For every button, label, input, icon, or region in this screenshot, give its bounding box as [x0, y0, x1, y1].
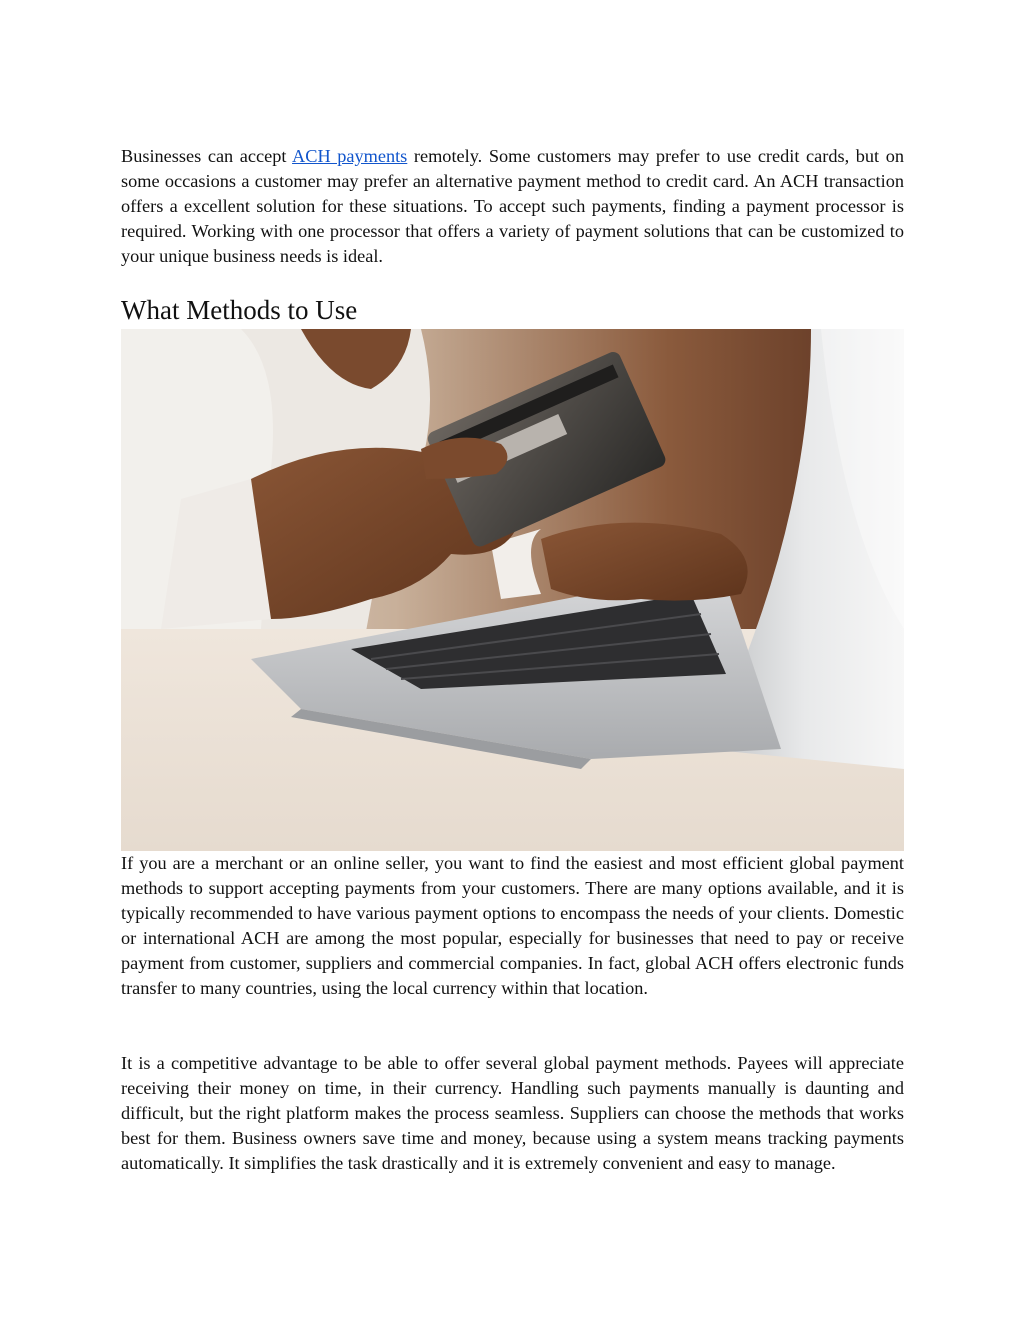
section-heading: What Methods to Use — [121, 295, 358, 325]
intro-text-after-link: remotely. Some customers may prefer to use credit cards, but on some occasions a customer may prefer an alternative payment method to credit card. An ACH transaction offers a excellent solution for these situations. To accept such payments, finding a payment processor is required. Working with one processor that offers a variety of payment solutions that can be customized to your unique business needs is ideal. — [121, 146, 904, 266]
photo-hand-credit-card-laptop-icon — [121, 329, 904, 851]
ach-payments-link[interactable]: ACH payments — [292, 146, 408, 166]
intro-text-before-link: Businesses can accept — [121, 146, 293, 166]
paragraph-advantage: It is a competitive advantage to be able to offer several global payment methods. Payees will appreciate receiving their money on time, in their currency. Handling such payments manually is daunting and difficult, but the right platform makes the process seamless. Suppliers can choose the methods that works best for them. Business owners save time and money, because using a system means tracking payments automatically. It simplifies the task drastically and it is extremely convenient and easy to manage. — [121, 1053, 904, 1173]
paragraph-methods: If you are a merchant or an online seller, you want to find the easiest and most efficient global payment methods to support accepting payments from your customers. There are many options available, and it is typically recommended to have various payment options to encompass the needs of your clients. Domestic or international ACH are among the most popular, especially for businesses that need to pay or receive payment from customer, suppliers and commercial companies. In fact, global ACH offers electronic funds transfer to many countries, using the local currency within that location. — [121, 853, 904, 998]
intro-paragraph — [121, 144, 904, 269]
